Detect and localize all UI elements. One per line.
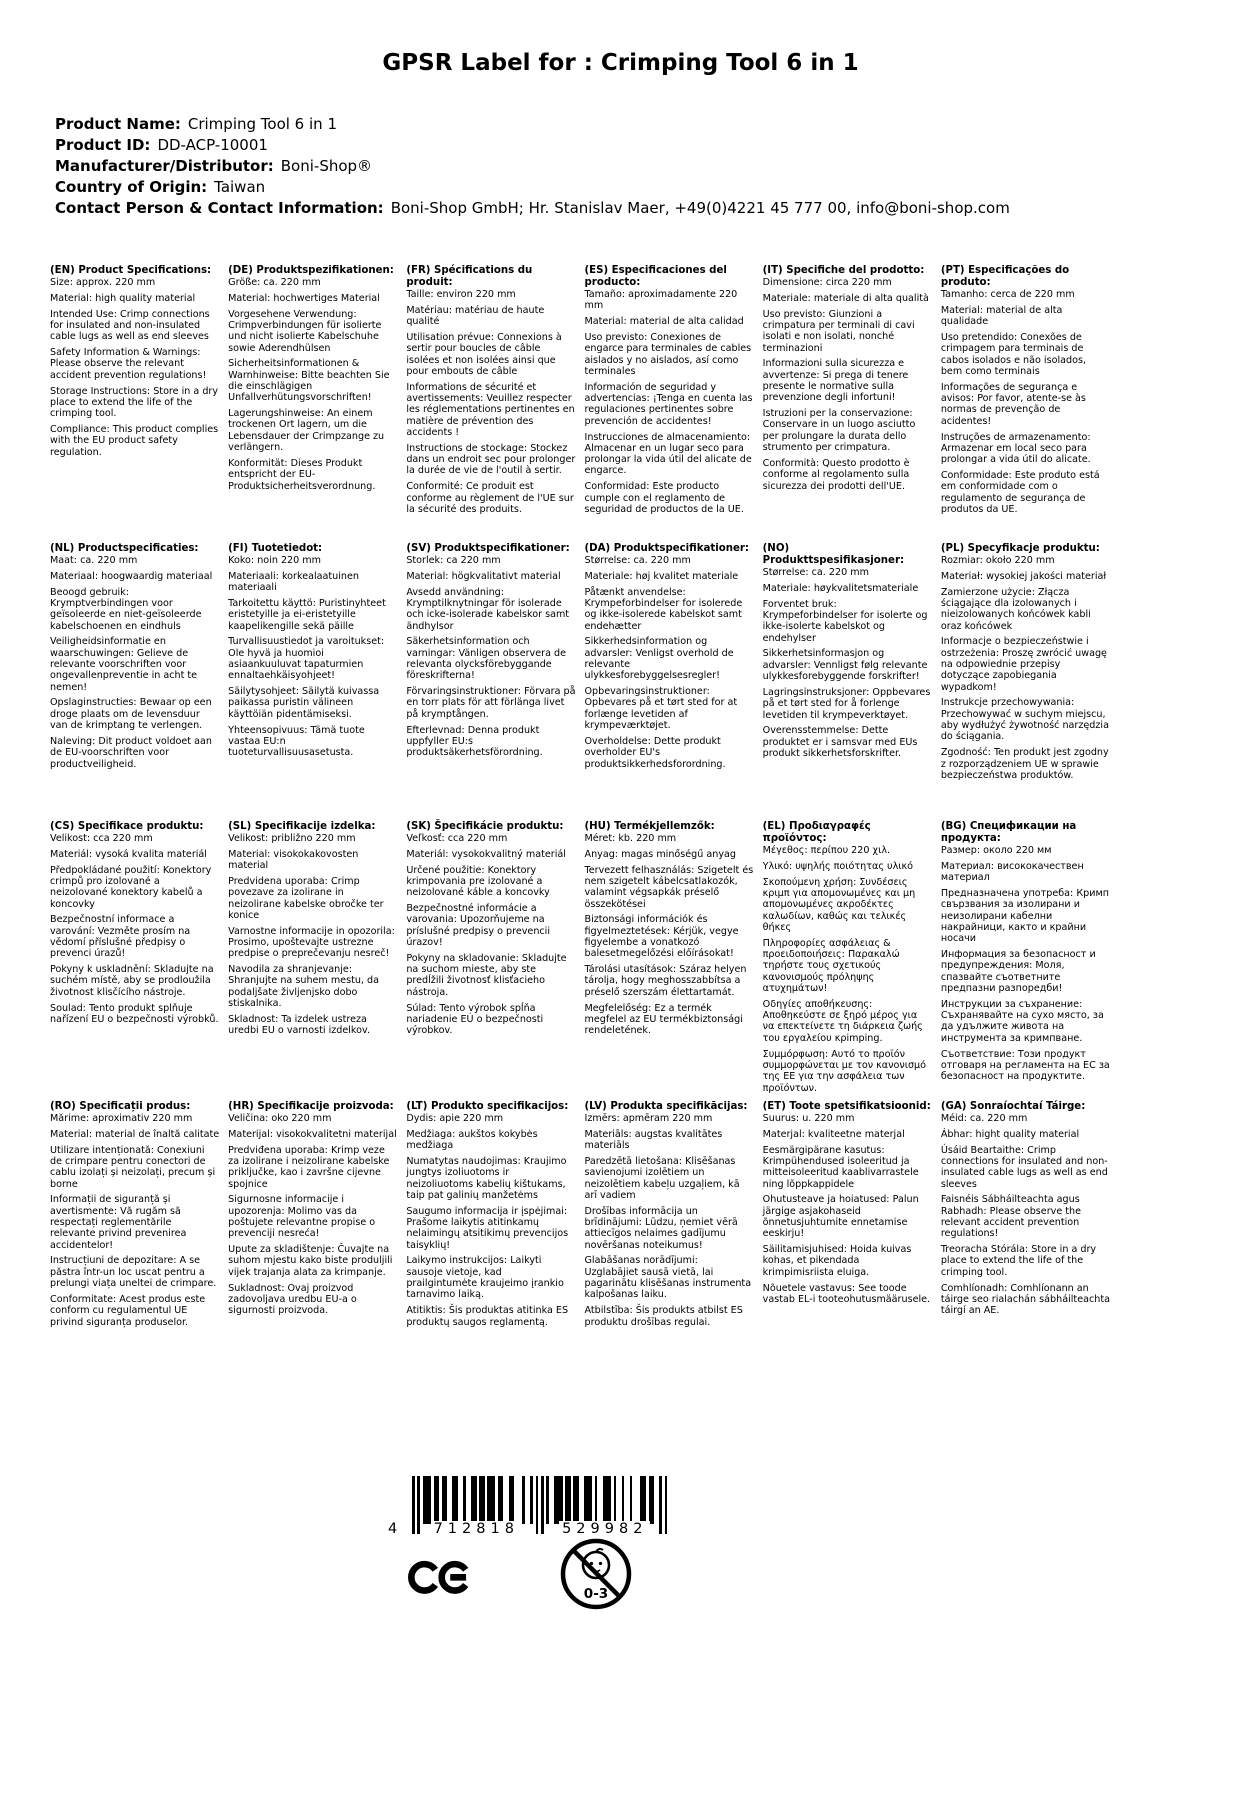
spec-heading: (DE) Produktspezifikationen: <box>228 265 394 276</box>
product-info <box>55 114 1181 219</box>
spec-paragraph: Lagringsinstruksjoner: Oppbevares på et tørt sted for å forlenge levetiden til krympeverktøyet. <box>762 686 931 721</box>
spec-paragraph: Predviđena uporaba: Krimp veze za izolirane i neizolirane kabelske priključke, kao i završne cijevne spojnice <box>228 1144 390 1190</box>
spec-paragraph: Určené použitie: Konektory krimpovania pre izolované a neizolované káble a koncovky <box>406 864 550 899</box>
spec-grid <box>50 265 1110 1328</box>
spec-paragraph: Informații de siguranță și avertismente: Vă rugăm să respectați reglementările relevante privind prevenirea accidentelor! <box>50 1194 187 1251</box>
spec-paragraph: Uso pretendido: Conexões de crimpagem para terminais de cabos isolados e não isolados, bem como terminais <box>940 332 1086 377</box>
spec-paragraph: Σκοπούμενη χρήση: Συνδέσεις κριμπ για απομονωμένες και μη απομονωμένες ακροδέκτες καλωδίων, καθώς και τελικές θήκες <box>762 876 916 933</box>
spec-paragraph: Conformité: Ce produit est conforme au règlement de l'UE sur la sécurité des produits. <box>406 481 574 515</box>
spec-paragraph: Taille: environ 220 mm <box>406 289 516 301</box>
spec-heading: (RO) Specificații produs: <box>50 1101 191 1112</box>
spec-paragraph: Glabāšanas norādījumi: Uzglabājiet sausā vietā, lai pagarinātu klisēšanas instrumenta kalpošanas laiku. <box>584 1255 752 1301</box>
spec-paragraph: Material: visokokakovosten material <box>228 848 359 872</box>
spec-paragraph: Beoogd gebruik: Krymptverbindingen voor geïsoleerde en niet-geïsoleerde kabelschoenen en eindhuls <box>50 586 202 632</box>
spec-paragraph: Veiligheidsinformatie en waarschuwingen: Gelieve de relevante voorschriften voor ongevallenpreventie in acht te nemen! <box>50 636 198 693</box>
spec-paragraph: Efterlevnad: Denna produkt uppfyller EU:s produktsäkerhetsförordning. <box>406 724 543 759</box>
spec-paragraph: Nõuetele vastavus: See toode vastab EL-i tooteohutusmäärusele. <box>762 1282 931 1305</box>
spec-paragraph: Soulad: Tento produkt splňuje nařízení EU o bezpečnosti výrobků. <box>50 1002 219 1025</box>
spec-block <box>585 1101 754 1328</box>
spec-block <box>50 821 219 1101</box>
spec-paragraph: Säilitamisjuhised: Hoida kuivas kohas, et pikendada krimpimisriista eluiga. <box>762 1244 912 1278</box>
spec-paragraph: Tarkoitettu käyttö: Puristinyhteet eristetyille ja ei-eristetyille kaapelikengille sekä päille <box>228 597 386 632</box>
product-info-label: Product Name: <box>55 115 181 133</box>
spec-paragraph: Material: high quality material <box>50 292 196 304</box>
spec-paragraph: Megfelelőség: Ez a termék megfelel az EU termékbiztonsági rendeletének. <box>584 1002 743 1037</box>
spec-block <box>585 543 754 821</box>
spec-block <box>763 543 932 821</box>
spec-heading: (CS) Specifikace produktu: <box>50 821 204 832</box>
spec-paragraph: Instrucciones de almacenamiento: Almacenar en un lugar seco para prolongar la vida útil del alicate de engarce. <box>584 431 752 477</box>
spec-paragraph: Sikkerhedsinformation og advarsler: Venligst overhold de relevante ulykkesforebyggelsesregler! <box>584 636 734 682</box>
spec-paragraph: Veľkosť: cca 220 mm <box>406 833 508 845</box>
product-info-row <box>55 198 1181 219</box>
spec-paragraph: Συμμόρφωση: Αυτό το προϊόν συμμορφώνεται με τον κανονισμό της ΕΕ για την ασφάλεια των προϊόντων. <box>762 1048 927 1094</box>
spec-paragraph: Bezpečnostní informace a varování: Vezměte prosím na vědomí příslušné předpisy o prevenci úrazů! <box>50 914 191 960</box>
spec-paragraph: Информация за безопасност и предупреждения: Моля, спазвайте съответните предпазни разпоредби! <box>940 949 1096 994</box>
spec-paragraph: Material: hochwertiges Material <box>228 292 380 304</box>
spec-heading: (NL) Productspecificaties: <box>50 543 199 554</box>
spec-paragraph: Υλικό: υψηλής ποιότητας υλικό <box>762 860 914 872</box>
product-info-value: Boni-Shop GmbH; Hr. Stanislav Maer, +49(0)4221 45 777 00, info@boni-shop.com <box>390 199 1010 217</box>
spec-paragraph: Ábhar: hight quality material <box>940 1128 1080 1140</box>
spec-paragraph: Materiale: materiale di alta qualità <box>762 292 929 304</box>
spec-paragraph: Tamaño: aproximadamente 220 mm <box>584 289 738 312</box>
spec-heading: (ES) Especificaciones del producto: <box>584 265 727 289</box>
spec-paragraph: Súlad: Tento výrobok spĺňa nariadenie EÚ o bezpečnosti výrobkov. <box>406 1002 544 1037</box>
page-title: GPSR Label for : Crimping Tool 6 in 1 <box>382 50 859 76</box>
spec-paragraph: Material: material de alta qualidade <box>940 304 1063 328</box>
spec-paragraph: Materijal: visokokvalitetni materijal <box>228 1128 397 1140</box>
spec-paragraph: Conformidad: Este producto cumple con el reglamento de seguridad de productos de la UE. <box>584 481 744 515</box>
barcode-right-group: 529982 <box>559 1521 650 1538</box>
spec-paragraph: Naleving: Dit product voldoet aan de EU-voorschriften voor productveiligheid. <box>50 735 212 770</box>
spec-paragraph: Instruções de armazenamento: Armazenar em local seco para prolongar a vida útil do alicate. <box>940 431 1091 466</box>
spec-paragraph: Conformità: Questo prodotto è conforme al regolamento sulla sicurezza dei prodotti dell'UE. <box>762 457 910 492</box>
spec-paragraph: Säilytysohjeet: Säilytä kuivassa paikassa puristin välineen käyttöiän pidentämiseksi. <box>228 686 380 720</box>
spec-heading: (LV) Produkta specifikācijas: <box>584 1101 748 1112</box>
spec-paragraph: Materiale: høykvalitetsmateriale <box>762 582 919 594</box>
barcode-leading-digit: 4 <box>388 1521 398 1537</box>
spec-block <box>585 821 754 1101</box>
spec-paragraph: Numatytas naudojimas: Kraujimo jungtys izoliuotoms ir neizoliuotoms kabelių kištukams, taip pat galinių manžetėms <box>406 1155 567 1201</box>
spec-heading: (FI) Tuotetiedot: <box>228 543 323 554</box>
spec-paragraph: Skladnost: Ta izdelek ustreza uredbi EU o varnosti izdelkov. <box>228 1013 371 1037</box>
spec-heading: (FR) Spécifications du produit: <box>406 265 533 289</box>
spec-paragraph: Påtænkt anvendelse: Krympeforbindelser for isolerede og ikke-isolerede kabelskot samt endehætter <box>584 586 743 632</box>
spec-paragraph: Instructions de stockage: Stockez dans un endroit sec pour prolonger la durée de vie de l'outil à sertir. <box>406 442 576 477</box>
spec-paragraph: Instrukcje przechowywania: Przechowywać w suchym miejscu, aby wydłużyć żywotność narzędzia do ściągania. <box>940 697 1109 743</box>
spec-paragraph: Předpokládané použití: Konektory crimpů pro izolované a neizolované konektory kabelů a koncovky <box>50 864 212 910</box>
spec-block <box>763 265 932 543</box>
spec-paragraph: Konformität: Dieses Produkt entspricht der EU-Produktsicherheitsverordnung. <box>228 457 376 492</box>
spec-paragraph: Opbevaringsinstruktioner: Opbevares på et tørt sted for at forlænge levetiden af krympeværktøjet. <box>584 686 738 732</box>
spec-paragraph: Biztonsági információk és figyelmeztetések: Kérjük, vegye figyelembe a vonatkozó balesetmegelőzési előírásokat! <box>584 914 739 960</box>
product-info-label: Country of Origin: <box>55 178 208 196</box>
spec-block <box>50 1101 219 1328</box>
spec-paragraph: Conformitate: Acest produs este conform cu regulamentul UE privind siguranța produselor. <box>50 1293 206 1328</box>
spec-heading: (DA) Produktspecifikationer: <box>584 543 749 554</box>
spec-paragraph: Eesmärgipärane kasutus: Krimpühendused isoleeritud ja mitteisoleeritud kaablivarrastele ning lõppkappidele <box>762 1144 919 1190</box>
spec-paragraph: Materiaali: korkealaatuinen materiaali <box>228 570 359 594</box>
barcode-left-group: 712818 <box>431 1521 522 1538</box>
spec-paragraph: Rozmiar: około 220 mm <box>940 555 1055 567</box>
spec-paragraph: Größe: ca. 220 mm <box>228 277 321 289</box>
spec-heading: (HU) Termékjellemzők: <box>584 821 715 832</box>
spec-paragraph: Veličina: oko 220 mm <box>228 1113 332 1125</box>
spec-paragraph: Ohutusteave ja hoiatused: Palun järgige asjakohaseid õnnetusjuhtumite ennetamise eeskirju! <box>762 1194 919 1240</box>
spec-block <box>50 265 219 543</box>
age-warning-text: 0-3 <box>583 1586 609 1602</box>
spec-heading: (PT) Especificações do produto: <box>940 265 1070 289</box>
spec-paragraph: Sigurnosne informacije i upozorenja: Molimo vas da poštujete relevantne propise o prevenciji nesreća! <box>228 1194 376 1240</box>
spec-paragraph: Съответствие: Този продукт отговаря на регламента на ЕС за безопасност на продуктите. <box>940 1048 1110 1083</box>
spec-paragraph: Materiāls: augstas kvalitātes materiāls <box>584 1128 723 1152</box>
spec-paragraph: Pokyny na skladovanie: Skladujte na suchom mieste, aby ste predĺžili životnosť klisťacieho nástroja. <box>406 952 567 998</box>
spec-paragraph: Informazioni sulla sicurezza e avvertenze: Si prega di tenere presente le normative sulla prevenzione degli infortuni! <box>762 358 909 404</box>
spec-paragraph: Dydis: apie 220 mm <box>406 1113 504 1125</box>
spec-paragraph: Información de seguridad y advertencias: ¡Tenga en cuenta las regulaciones pertinentes sobre prevención de accidentes! <box>584 381 753 427</box>
barcode <box>388 1476 669 1537</box>
product-info-value: Taiwan <box>214 178 266 196</box>
spec-paragraph: Laikymo instrukcijos: Laikyti sausoje vietoje, kad prailgintumėte kraujeimo įrankio tarnavimo laiką. <box>406 1255 564 1301</box>
spec-heading: (BG) Спецификации на продукта: <box>940 821 1077 845</box>
spec-paragraph: Materiaal: hoogwaardig materiaal <box>50 570 213 582</box>
spec-paragraph: Izmērs: apmēram 220 mm <box>584 1113 713 1125</box>
spec-paragraph: Yhteensopivuus: Tämä tuote vastaa EU:n tuoteturvallisuusasetusta. <box>228 724 365 759</box>
spec-heading: (PL) Specyfikacje produktu: <box>940 543 1100 554</box>
spec-block <box>941 1101 1110 1328</box>
spec-paragraph: Koko: noin 220 mm <box>228 555 322 567</box>
spec-paragraph: Dimensione: circa 220 mm <box>762 277 892 289</box>
spec-paragraph: Størrelse: ca. 220 mm <box>762 567 869 579</box>
spec-paragraph: Maat: ca. 220 mm <box>50 555 138 567</box>
spec-paragraph: Forventet bruk: Krympeforbindelser for isolerte og ikke-isolerte kabelskot og endehylser <box>762 598 928 644</box>
spec-paragraph: Bezpečnostné informácie a varovania: Upozorňujeme na príslušné predpisy o prevencii úrazov! <box>406 903 551 949</box>
spec-heading: (HR) Specifikacije proizvoda: <box>228 1101 394 1112</box>
spec-paragraph: Предназначена употреба: Кримп свързвания за изолирани и неизолирани кабелни накрайници, както и крайни носачи <box>940 888 1109 945</box>
spec-paragraph: Sicherheitsinformationen & Warnhinweise: Bitte beachten Sie die einschlägigen Unfallverhütungsvorschriften! <box>228 358 390 404</box>
spec-paragraph: Tárolási utasítások: Száraz helyen tárolja, hogy meghosszabbítsa a préselő szerszám élettartamát. <box>584 964 747 998</box>
spec-paragraph: Material: högkvalitativt material <box>406 570 561 582</box>
spec-paragraph: Materiał: wysokiej jakości materiał <box>940 570 1107 582</box>
spec-paragraph: Material: material de înaltă calitate <box>50 1128 220 1140</box>
spec-block <box>228 1101 397 1328</box>
spec-paragraph: Sikkerhetsinformasjon og advarsler: Vennligst følg relevante ulykkesforebyggende forskrifter! <box>762 648 928 683</box>
spec-paragraph: Navodila za shranjevanje: Shranjujte na suhem mestu, da podaljšate življenjsko dobo stiskalnika. <box>228 964 379 1010</box>
spec-paragraph: Úsáid Beartaithe: Crimp connections for insulated and non-insulated cable lugs as well as end sleeves <box>940 1144 1108 1190</box>
age-warning-0-3-icon <box>558 1536 634 1616</box>
spec-paragraph: Suurus: u. 220 mm <box>762 1113 855 1125</box>
spec-paragraph: Material: material de alta calidad <box>584 316 744 328</box>
spec-paragraph: Zgodność: Ten produkt jest zgodny z rozporządzeniem UE w sprawie bezpieczeństwa produktów. <box>940 747 1109 781</box>
spec-heading: (EN) Product Specifications: <box>50 265 212 276</box>
spec-heading: (NO) Produkttspesifikasjoner: <box>762 543 905 567</box>
spec-paragraph: Uso previsto: Giunzioni a crimpatura per terminali di cavi isolati e non isolati, nonché terminazioni <box>762 308 915 354</box>
spec-block <box>50 543 219 821</box>
spec-block <box>941 543 1110 821</box>
spec-paragraph: Instrucțiuni de depozitare: A se păstra într-un loc uscat pentru a prelungi viața uneltei de crimpare. <box>50 1255 217 1290</box>
spec-block <box>763 821 932 1101</box>
product-info-row <box>55 177 1181 198</box>
spec-heading: (GA) Sonraíochtaí Táirge: <box>940 1101 1086 1112</box>
spec-paragraph: Size: approx. 220 mm <box>50 277 156 289</box>
product-info-row <box>55 114 1181 135</box>
spec-paragraph: Méid: ca. 220 mm <box>940 1113 1028 1125</box>
product-info-label: Product ID: <box>55 136 151 154</box>
spec-paragraph: Pokyny k uskladnění: Skladujte na suchém místě, aby se prodloužila životnost klisčícího nástroje. <box>50 964 214 998</box>
spec-paragraph: Zamierzone użycie: Złącza ściągające dla izolowanych i nieizolowanych końcówek kabli oraz końcówek <box>940 586 1091 632</box>
product-info-label: Manufacturer/Distributor: <box>55 157 274 175</box>
spec-paragraph: Opslaginstructies: Bewaar op een droge plaats om de levensduur van de krimptang te verlengen. <box>50 697 212 732</box>
spec-paragraph: Intended Use: Crimp connections for insulated and non-insulated cable lugs as well as end sleeves <box>50 308 210 343</box>
product-info-label: Contact Person & Contact Information: <box>55 199 384 217</box>
spec-paragraph: Turvallisuustiedot ja varoitukset: Ole hyvä ja huomioi asiaankuuluvat tapaturmien ennaltaehkäisyohjeet! <box>228 636 385 682</box>
spec-paragraph: Avsedd användning: Krymptilknytningar för isolerade och icke-isolerade kabelskor samt ändhylsor <box>406 586 570 632</box>
spec-paragraph: Overensstemmelse: Dette produktet er i samsvar med EUs produkt sikkerhetsforskrifter. <box>762 725 918 759</box>
spec-paragraph: Materiál: vysoká kvalita materiál <box>50 848 207 860</box>
spec-paragraph: Størrelse: ca. 220 mm <box>584 555 691 567</box>
spec-block <box>941 821 1110 1101</box>
spec-paragraph: Istruzioni per la conservazione: Conservare in un luogo asciutto per prolungare la durata dello strumento per crimpatura. <box>762 408 916 454</box>
spec-paragraph: Lagerungshinweise: An einem trockenen Ort lagern, um die Lebensdauer der Crimpzange zu verlängern. <box>228 408 385 454</box>
spec-paragraph: Velikost: cca 220 mm <box>50 833 153 845</box>
spec-paragraph: Treoracha Stórála: Store in a dry place to extend the life of the crimping tool. <box>940 1244 1097 1278</box>
spec-paragraph: Méret: kb. 220 mm <box>584 833 677 845</box>
spec-paragraph: Mărime: aproximativ 220 mm <box>50 1113 193 1125</box>
spec-paragraph: Paredzētā lietošana: Klisēšanas savienojumi izolētiem un neizolētiem kabeļu uzgaļiem, kā arī vadiem <box>584 1155 740 1201</box>
spec-paragraph: Vorgesehene Verwendung: Crimpverbindungen für isolierte und nicht isolierte Kabelschuhe sowie Aderendhülsen <box>228 308 382 354</box>
product-info-value: Crimping Tool 6 in 1 <box>187 115 337 133</box>
spec-block <box>406 821 575 1101</box>
spec-paragraph: Οδηγίες αποθήκευσης: Αποθηκεύστε σε ξηρό μέρος για να επεκτείνετε τη διάρκεια ζωής του εργαλείου κρimping. <box>762 998 923 1044</box>
spec-block <box>228 821 397 1101</box>
spec-paragraph: Atbilstība: Šis produkts atbilst ES produktu drošības regulai. <box>584 1305 743 1328</box>
spec-paragraph: Μέγεθος: περίπου 220 χιλ. <box>762 845 891 857</box>
spec-paragraph: Upute za skladištenje: Čuvajte na suhom mjestu kako biste produljili vijek trajanja alata za krimpanje. <box>228 1244 393 1278</box>
spec-paragraph: Matériau: matériau de haute qualité <box>406 304 545 328</box>
product-info-value: DD-ACP-10001 <box>157 136 268 154</box>
spec-paragraph: Drošības informācija un brīdinājumi: Lūdzu, ņemiet vērā attiecīgos nelaimes gadījumu novēršanas noteikumus! <box>584 1205 738 1251</box>
spec-paragraph: Materjal: kvaliteetne materjal <box>762 1128 905 1140</box>
spec-heading: (SL) Specifikacije izdelka: <box>228 821 376 832</box>
spec-paragraph: Tervezett felhasználás: Szigetelt és nem szigetelt kábelcsatlakozók, valamint végsapkák préselő összekötései <box>584 864 754 910</box>
spec-paragraph: Varnostne informacije in opozorila: Prosimo, upoštevajte ustrezne predpise o preprečevanju nesreč! <box>228 925 395 960</box>
product-info-value: Boni-Shop® <box>280 157 373 175</box>
spec-paragraph: Conformidade: Este produto está em conformidade com o regulamento de segurança de produtos da UE. <box>940 469 1100 515</box>
spec-paragraph: Comhlíonadh: Comhlíonann an táirge seo rialachán sábháilteachta táirgí an AE. <box>940 1282 1110 1317</box>
spec-block <box>406 543 575 821</box>
ce-mark-icon <box>408 1549 474 1611</box>
spec-paragraph: Sukladnost: Ovaj proizvod zadovoljava uredbu EU-a o sigurnosti proizvoda. <box>228 1282 357 1317</box>
spec-paragraph: Materiál: vysokokvalitný materiál <box>406 848 566 860</box>
spec-heading: (SV) Produktspecifikationer: <box>406 543 570 554</box>
spec-paragraph: Πληροφορίες ασφάλειας & προειδοποιήσεις: Παρακαλώ τηρήστε τους σχετικούς κανονισμούς πρόληψης ατυχημάτων! <box>762 937 900 994</box>
spec-heading: (LT) Produkto specifikacijos: <box>406 1101 569 1112</box>
spec-block <box>763 1101 932 1328</box>
spec-paragraph: Safety Information & Warnings: Please observe the relevant accident prevention regulations! <box>50 347 207 381</box>
spec-heading: (SK) Špecifikácie produktu: <box>406 821 564 832</box>
spec-paragraph: Informações de segurança e avisos: Por favor, atente-se às normas de prevenção de acidentes! <box>940 381 1086 427</box>
spec-block <box>941 265 1110 543</box>
spec-block <box>585 265 754 543</box>
spec-paragraph: Storlek: ca 220 mm <box>406 555 501 567</box>
spec-paragraph: Velikost: približno 220 mm <box>228 833 356 845</box>
spec-paragraph: Uso previsto: Conexiones de engarce para terminales de cables aislados y no aislados, así como terminales <box>584 332 752 377</box>
spec-paragraph: Informations de sécurité et avertissements: Veuillez respecter les réglementations pertinentes en matière de prévention des accidents ! <box>406 381 575 438</box>
spec-paragraph: Säkerhetsinformation och varningar: Vänligen observera de relevanta olycksförebyggande föreskrifterna! <box>406 636 566 682</box>
spec-paragraph: Atitiktis: Šis produktas atitinka ES produktų saugos reglamentą. <box>406 1305 569 1328</box>
spec-paragraph: Размер: около 220 мм <box>940 845 1052 857</box>
spec-paragraph: Overholdelse: Dette produkt overholder EU's produktsikkerhedsforordning. <box>584 735 726 770</box>
spec-block <box>228 543 397 821</box>
spec-paragraph: Medžiaga: aukštos kokybės medžiaga <box>406 1128 538 1152</box>
product-info-row <box>55 135 1181 156</box>
spec-paragraph: Predvidena uporaba: Crimp povezave za izolirane in neizolirane kabelske obročke ter konice <box>228 875 384 921</box>
spec-block <box>228 265 397 543</box>
product-info-row <box>55 156 1181 177</box>
spec-paragraph: Saugumo informacija ir įspėjimai: Prašome laikytis atitinkamų nelaimingų atsitikimų prevencijos taisyklių! <box>406 1205 569 1251</box>
gpsr-label-page <box>0 50 1241 1804</box>
spec-paragraph: Storage Instructions: Store in a dry place to extend the life of the crimping tool. <box>50 385 219 420</box>
spec-paragraph: Материал: висококачествен материал <box>940 860 1084 884</box>
spec-heading: (IT) Specifiche del prodotto: <box>762 265 925 276</box>
spec-paragraph: Utilizare intenționată: Conexiuni de crimpare pentru conectori de cablu izolați și neizolați, precum și borne <box>50 1144 216 1190</box>
spec-heading: (EL) Προδιαγραφές προϊόντος: <box>762 821 871 845</box>
spec-paragraph: Förvaringsinstruktioner: Förvara på en torr plats för att förlänga livet på krymptången. <box>406 686 576 720</box>
spec-paragraph: Utilisation prévue: Connexions à sertir pour boucles de câble isolées et non isolées ainsi que pour embouts de câble <box>406 332 562 377</box>
spec-paragraph: Informacje o bezpieczeństwie i ostrzeżenia: Proszę zwrócić uwagę na odpowiednie przepisy dotyczące zapobiegania wypadkom! <box>940 636 1107 693</box>
spec-paragraph: Tamanho: cerca de 220 mm <box>940 289 1075 301</box>
spec-paragraph: Инструкции за съхранение: Съхранявайте на сухо място, за да удължите живота на инструмента за кримпване. <box>940 998 1104 1044</box>
spec-paragraph: Faisnéis Sábháilteachta agus Rabhadh: Please observe the relevant accident prevention regulations! <box>940 1194 1082 1240</box>
spec-paragraph: Compliance: This product complies with the EU product safety regulation. <box>50 423 219 458</box>
spec-paragraph: Materiale: høj kvalitet materiale <box>584 570 739 582</box>
spec-paragraph: Anyag: magas minőségű anyag <box>584 848 736 860</box>
spec-block <box>406 1101 575 1328</box>
spec-heading: (ET) Toote spetsifikatsioonid: <box>762 1101 931 1112</box>
spec-block <box>406 265 575 543</box>
